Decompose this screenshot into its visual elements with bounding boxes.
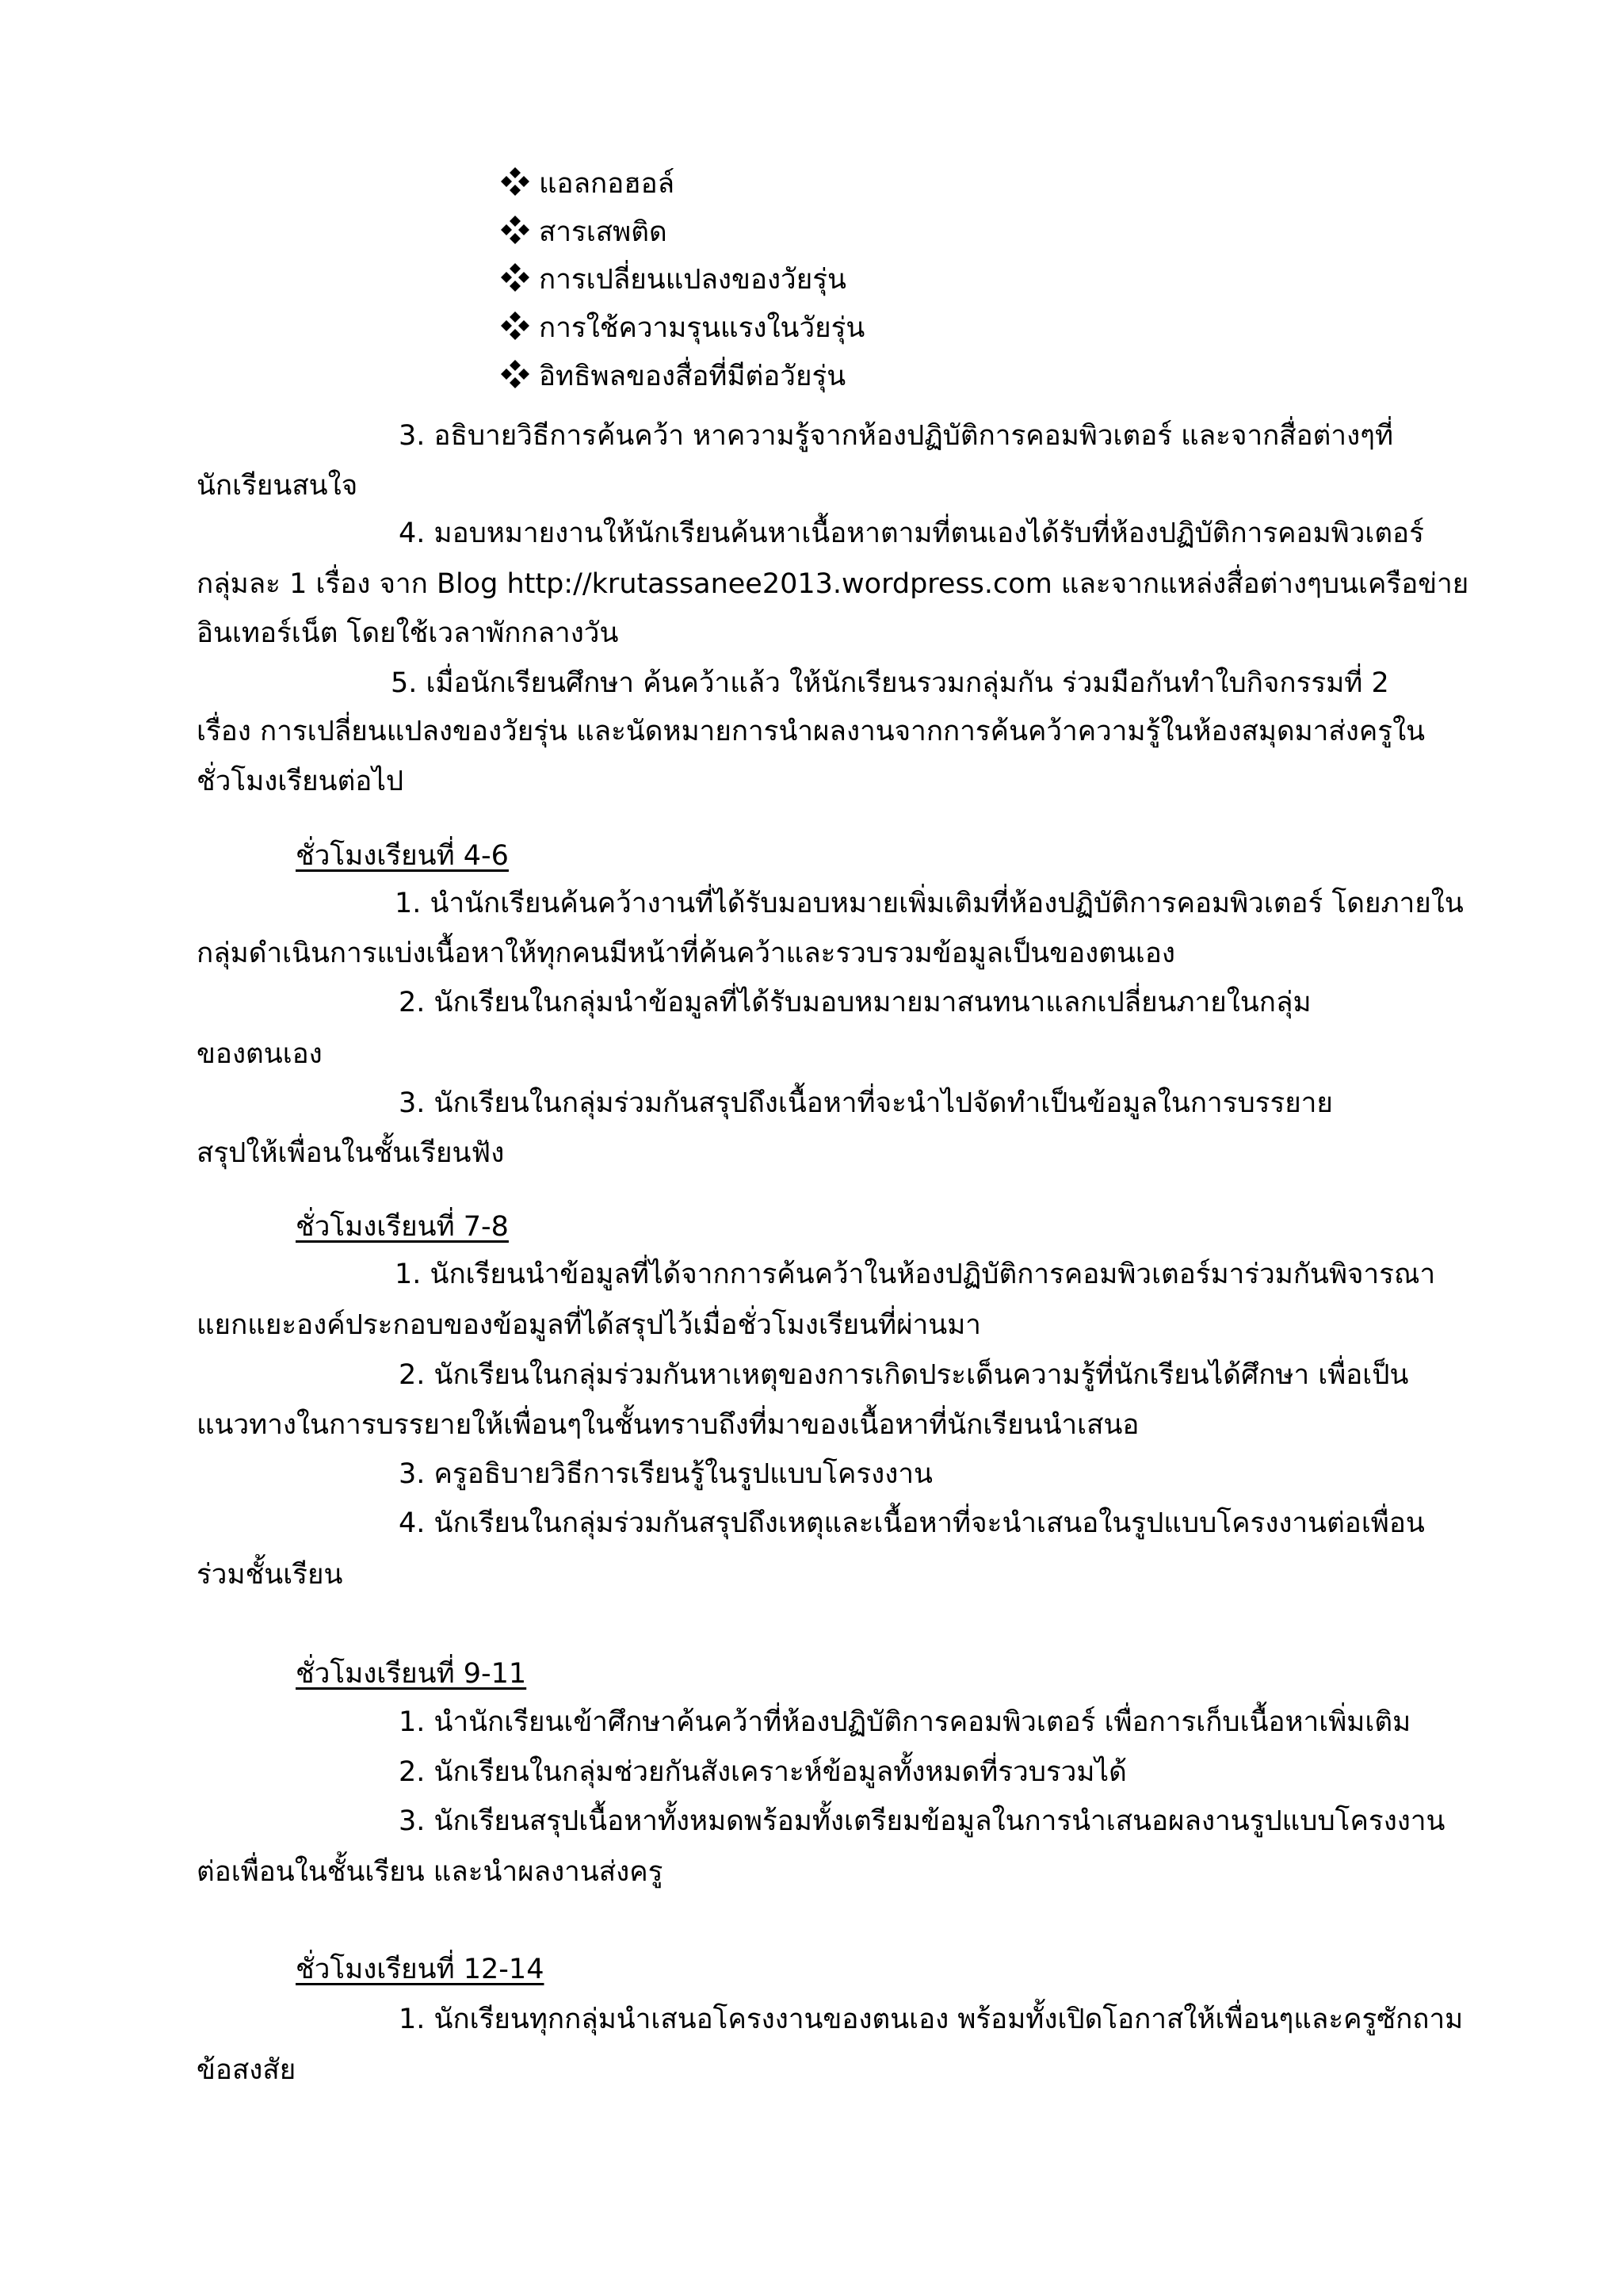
paragraph-line: 4. นักเรียนในกลุ่มร่วมกันสรุปถึงเหตุและเนื้อหาที่จะนำเสนอในรูปแบบโครงงานต่อเพื่อน (399, 1507, 1425, 1539)
four-diamond-bullet-icon (499, 166, 531, 197)
paragraph-line: 1. นักเรียนทุกกลุ่มนำเสนอโครงงานของตนเอง พร้อมทั้งเปิดโอกาสให้เพื่อนๆและครูซักถาม (399, 2004, 1464, 2035)
section-heading: ชั่วโมงเรียนที่ 7-8 (296, 1211, 509, 1243)
paragraph-line: แยกแยะองค์ประกอบของข้อมูลที่ได้สรุปไว้เมื่อชั่วโมงเรียนที่ผ่านมา (197, 1309, 981, 1341)
four-diamond-bullet-icon (499, 262, 531, 293)
section-heading: ชั่วโมงเรียนที่ 4-6 (296, 840, 509, 872)
paragraph-line: 3. นักเรียนสรุปเนื้อหาทั้งหมดพร้อมทั้งเตรียมข้อมูลในการนำเสนอผลงานรูปแบบโครงงาน (399, 1805, 1445, 1837)
paragraph-line: 3. อธิบายวิธีการค้นคว้า หาความรู้จากห้องปฏิบัติการคอมพิวเตอร์ และจากสื่อต่างๆที่ (399, 420, 1394, 452)
paragraph-line: เรื่อง การเปลี่ยนแปลงของวัยรุ่น และนัดหมายการนำผลงานจากการค้นคว้าความรู้ในห้องสมุดมาส่งครูใน (197, 716, 1426, 747)
paragraph-line: ของตนเอง (197, 1038, 323, 1070)
paragraph-line: ชั่วโมงเรียนต่อไป (197, 766, 404, 797)
bullet-text: อิทธิพลของสื่อที่มีต่อวัยรุ่น (539, 361, 846, 392)
paragraph-line: 2. นักเรียนในกลุ่มนำข้อมูลที่ได้รับมอบหมายมาสนทนาแลกเปลี่ยนภายในกลุ่ม (399, 987, 1312, 1018)
bullet-item (499, 164, 674, 204)
bullet-text: แอลกอฮอล์ (539, 168, 675, 200)
four-diamond-bullet-icon (499, 358, 531, 390)
paragraph-line: กลุ่มดำเนินการแบ่งเนื้อหาให้ทุกคนมีหน้าที่ค้นคว้าและรวบรวมข้อมูลเป็นของตนเอง (197, 938, 1175, 969)
paragraph-line: 2. นักเรียนในกลุ่มร่วมกันหาเหตุของการเกิดประเด็นความรู้ที่นักเรียนได้ศึกษา เพื่อเป็น (399, 1359, 1409, 1391)
paragraph-line: 3. นักเรียนในกลุ่มร่วมกันสรุปถึงเนื้อหาที่จะนำไปจัดทำเป็นข้อมูลในการบรรยาย (399, 1087, 1333, 1119)
section-heading: ชั่วโมงเรียนที่ 12-14 (296, 1954, 544, 1985)
paragraph-line: 1. นักเรียนนำข้อมูลที่ได้จากการค้นคว้าในห้องปฏิบัติการคอมพิวเตอร์มาร่วมกันพิจารณา (395, 1259, 1436, 1290)
paragraph-line: 2. นักเรียนในกลุ่มช่วยกันสังเคราะห์ข้อมูลทั้งหมดที่รวบรวมได้ (399, 1756, 1127, 1788)
paragraph-line: อินเทอร์เน็ต โดยใช้เวลาพักกลางวัน (197, 617, 619, 649)
bullet-item (499, 357, 846, 396)
four-diamond-bullet-icon (499, 310, 531, 342)
four-diamond-bullet-icon (499, 214, 531, 246)
paragraph-line: นักเรียนสนใจ (197, 470, 358, 502)
bullet-item (499, 260, 846, 300)
paragraph-line: ข้อสงสัย (197, 2054, 296, 2086)
section-heading: ชั่วโมงเรียนที่ 9-11 (296, 1658, 527, 1690)
paragraph-line: กลุ่มละ 1 เรื่อง จาก Blog http://krutassanee2013.wordpress.com และจากแหล่งสื่อต่างๆบนเครือข่าย (197, 568, 1469, 600)
paragraph-line: สรุปให้เพื่อนในชั้นเรียนฟัง (197, 1137, 505, 1169)
bullet-text: การใช้ความรุนแรงในวัยรุ่น (539, 312, 865, 344)
paragraph-line: 4. มอบหมายงานให้นักเรียนค้นหาเนื้อหาตามที่ตนเองได้รับที่ห้องปฏิบัติการคอมพิวเตอร์ (399, 518, 1424, 549)
bullet-text: สารเสพติด (539, 216, 667, 248)
paragraph-line: ต่อเพื่อนในชั้นเรียน และนำผลงานส่งครู (197, 1856, 663, 1888)
bullet-item (499, 308, 865, 348)
paragraph-line: 1. นำนักเรียนเข้าศึกษาค้นคว้าที่ห้องปฏิบัติการคอมพิวเตอร์ เพื่อการเก็บเนื้อหาเพิ่มเติม (399, 1706, 1411, 1738)
paragraph-line: ร่วมชั้นเรียน (197, 1559, 343, 1591)
bullet-text: การเปลี่ยนแปลงของวัยรุ่น (539, 264, 846, 296)
paragraph-line: แนวทางในการบรรยายให้เพื่อนๆในชั้นทราบถึงที่มาของเนื้อหาที่นักเรียนนำเสนอ (197, 1409, 1140, 1441)
paragraph-line: 5. เมื่อนักเรียนศึกษา ค้นคว้าแล้ว ให้นักเรียนรวมกลุ่มกัน ร่วมมือกันทำใบกิจกรรมที่ 2 (391, 667, 1389, 699)
bullet-item (499, 212, 667, 252)
paragraph-line: 3. ครูอธิบายวิธีการเรียนรู้ในรูปแบบโครงงาน (399, 1458, 933, 1490)
paragraph-line: 1. นำนักเรียนค้นคว้างานที่ได้รับมอบหมายเพิ่มเติมที่ห้องปฏิบัติการคอมพิวเตอร์ โดยภายใน (395, 888, 1464, 919)
